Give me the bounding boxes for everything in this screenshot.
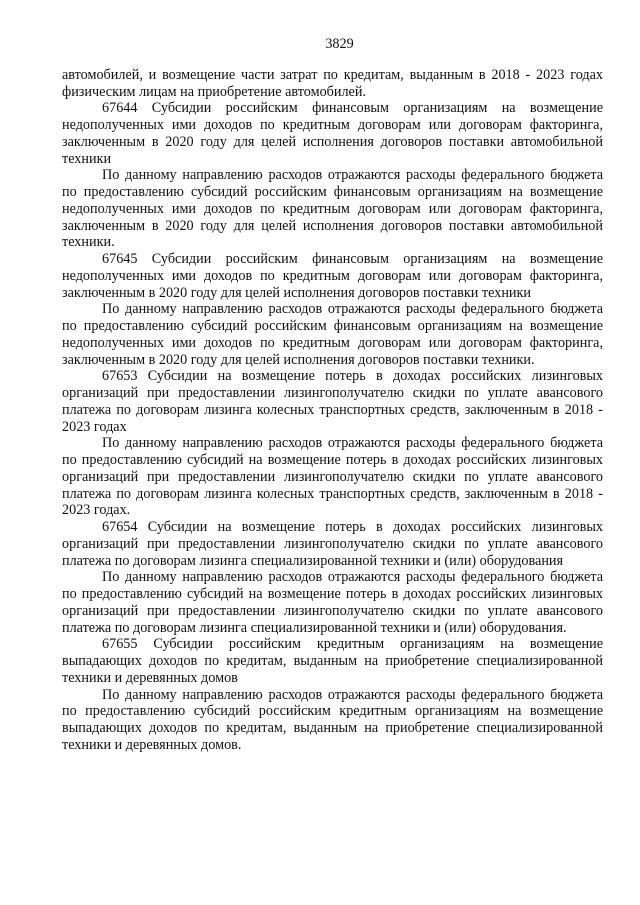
paragraph-continuation: автомобилей, и возмещение части затрат по кредитам, выданным в 2018 - 2023 годах физическим лицам на приобретение автомобилей. [62, 66, 603, 100]
section-heading-67654: 67654 Субсидии на возмещение потерь в доходах российских лизинговых организаций при предоставлении лизингополучателю скидки по уплате авансового платежа по договорам лизинга специализированной техники и (или) оборудования [62, 519, 603, 569]
document-body [62, 67, 603, 754]
section-heading-67644: 67644 Субсидии российским финансовым организациям на возмещение недополученных ими доходов по кредитным договорам или договорам факторинга, заключенным в 2020 году для целей исполнения договоров поставки автомобильной техники [62, 100, 603, 167]
section-description-67645: По данному направлению расходов отражаются расходы федерального бюджета по предоставлению субсидий российским финансовым организациям на возмещение недополученных ими доходов по кредитным договорам или договорам факторинга, заключенным в 2020 году для целей исполнения договоров поставки техники. [62, 301, 603, 368]
section-description-67655: По данному направлению расходов отражаются расходы федерального бюджета по предоставлению субсидий российским кредитным организациям на возмещение выпадающих доходов по кредитам, выданным на приобретение специализированной техники и деревянных домов. [62, 686, 603, 753]
section-heading-67645: 67645 Субсидии российским финансовым организациям на возмещение недополученных ими доходов по кредитным договорам или договорам факторинга, заключенным в 2020 году для целей исполнения договоров поставки техники [62, 251, 603, 301]
section-heading-67653: 67653 Субсидии на возмещение потерь в доходах российских лизинговых организаций при предоставлении лизингополучателю скидки по уплате авансового платежа по договорам лизинга колесных транспортных средств, заключенным в 2018 - 2023 годах [62, 368, 603, 435]
section-description-67654: По данному направлению расходов отражаются расходы федерального бюджета по предоставлению субсидий на возмещение потерь в доходах российских лизинговых организаций при предоставлении лизингополучателю скидки по уплате авансового платежа по договорам лизинга специализированной техники и (или) оборудования. [62, 569, 603, 636]
section-heading-67655: 67655 Субсидии российским кредитным организациям на возмещение выпадающих доходов по кредитам, выданным на приобретение специализированной техники и деревянных домов [62, 636, 603, 686]
section-description-67644: По данному направлению расходов отражаются расходы федерального бюджета по предоставлению субсидий российским финансовым организациям на возмещение недополученных ими доходов по кредитным договорам или договорам факторинга, заключенным в 2020 году для целей исполнения договоров поставки автомобильной техники. [62, 167, 603, 251]
section-description-67653: По данному направлению расходов отражаются расходы федерального бюджета по предоставлению субсидий на возмещение потерь в доходах российских лизинговых организаций при предоставлении лизингополучателю скидки по уплате авансового платежа по договорам лизинга колесных транспортных средств, заключенным в 2018 - 2023 годах. [62, 435, 603, 519]
page-number: 3829 [325, 36, 354, 52]
